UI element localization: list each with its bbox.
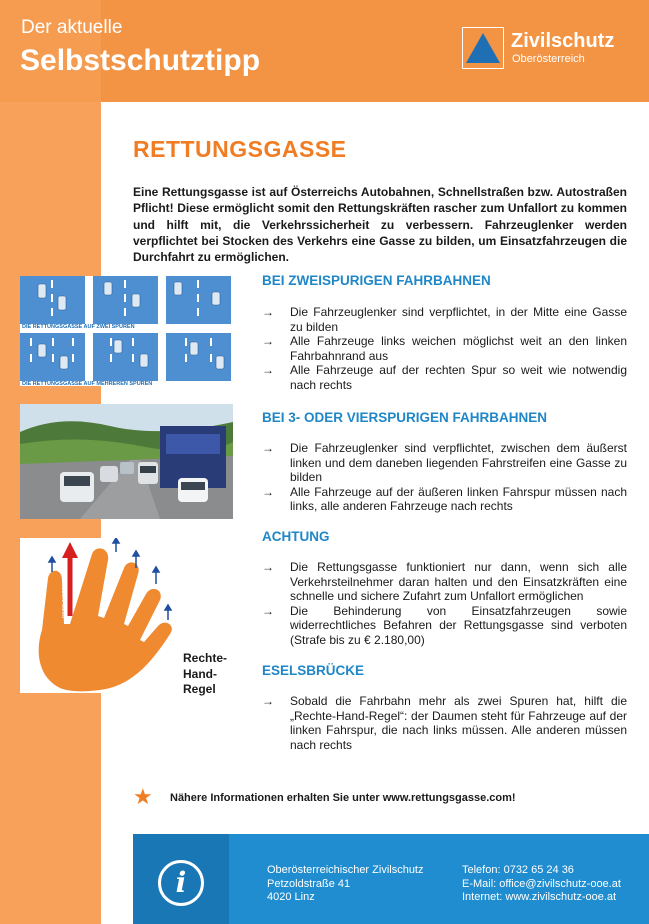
footer-email[interactable]: E-Mail: office@zivilschutz-ooe.at: [462, 877, 621, 890]
footer-phone: Telefon: 0732 65 24 36: [462, 864, 574, 876]
arrow-icon: →: [262, 603, 274, 618]
traffic-jam-scene: [20, 404, 233, 519]
list-item: → Alle Fahrzeuge links weichen möglichst weit an den linken Fahrbahnrand aus: [262, 334, 627, 363]
list-two-lanes: [262, 305, 627, 393]
star-icon: ★: [133, 784, 153, 809]
lanes-caption-bottom: DIE RETTUNGSGASSE AUF MEHREREN SPUREN: [22, 381, 153, 387]
list-item: → Die Fahrzeuglenker sind verpflichtet, in der Mitte eine Gasse zu bilden: [262, 305, 627, 334]
intro-paragraph: Eine Rettungsgasse ist auf Österreichs Autobahnen, Schnellstraßen bzw. Autostraßen Pflicht! Diese ermöglicht somit den Rettungskräften rascher zum Unfallort zu kommen und hilft mit, die Verkehrssicherheit zu verbessern. Fahrzeuglenker werden verpflichtet bei Stocken des Verkehrs eine Gasse zu bilden, um Einsatzfahrzeugen die Durchfahrt zu ermöglichen.: [133, 185, 627, 265]
list-eselsbruecke: [262, 694, 627, 752]
list-multi-lanes: [262, 441, 627, 514]
zivilschutz-triangle-icon: [463, 29, 503, 67]
right-hand-rule-illustration: [20, 538, 182, 693]
section-heading-two-lanes: BEI ZWEISPURIGEN FAHRBAHNEN: [262, 273, 491, 288]
arrow-icon: →: [262, 694, 274, 708]
hand-arrow-label: RETTUNGSGASSE: [62, 573, 68, 618]
logo-name: Zivilschutz: [511, 30, 615, 52]
lanes-caption-top: DIE RETTUNGSGASSE AUF ZWEI SPUREN: [22, 324, 135, 330]
hand-rule-caption: Rechte- Hand- Regel: [183, 651, 228, 696]
arrow-icon: →: [262, 560, 274, 574]
footer-city: 4020 Linz: [267, 891, 315, 903]
arrow-icon: →: [262, 305, 274, 319]
traffic-jam-photo: [20, 404, 233, 519]
list-item: → Alle Fahrzeuge auf der rechten Spur so weit wie notwendig nach rechts: [262, 363, 627, 392]
arrow-icon: →: [262, 363, 274, 378]
footer-org: Oberösterreichischer Zivilschutz: [267, 864, 424, 876]
footer-address: [267, 864, 424, 905]
lane-markings: [20, 276, 232, 386]
list-item: → Die Behinderung von Einsatzfahrzeugen sowie widerrechtliches Befahren der Rettungsgasse sind verboten (Strafe bis zu € 2.180,00): [262, 603, 627, 647]
footer-street: Petzoldstraße 41: [267, 877, 351, 890]
info-icon: i: [158, 860, 204, 906]
list-item: → Die Fahrzeuglenker sind verpflichtet, zwischen dem äußerst linken und dem daneben liegenden Fahrstreifen eine Gasse zu bilden: [262, 441, 627, 485]
list-item: → Alle Fahrzeuge auf der äußeren linken Fahrspur müssen nach links, alle anderen Fahrzeuge nach rechts: [262, 484, 627, 514]
arrow-icon: →: [262, 334, 274, 349]
arrow-icon: →: [262, 441, 274, 455]
lanes-illustration: [20, 276, 232, 386]
footer-website[interactable]: Internet: www.zivilschutz-ooe.at: [462, 891, 617, 903]
list-item: → Sobald die Fahrbahn mehr als zwei Spuren hat, hilft die „Rechte-Hand-Regel“: der Daumen steht für Fahrzeuge auf der linken Fahrspur, die nach links müssen. Alle anderen müssen nach rechts: [262, 694, 627, 752]
list-item: → Die Rettungsgasse funktioniert nur dann, wenn sich alle Verkehrsteilnehmer daran halten und den Einsatzkräften eine schnelle und sichere Zufahrt zum Unfallort ermöglichen: [262, 560, 627, 604]
list-achtung: [262, 560, 627, 648]
hand-icon: [20, 538, 182, 693]
section-heading-multi-lanes: BEI 3- ODER VIERSPURIGEN FAHRBAHNEN: [262, 410, 548, 425]
section-heading-achtung: ACHTUNG: [262, 529, 330, 544]
arrow-icon: →: [262, 484, 274, 499]
header-title: Selbstschutztipp: [20, 44, 261, 77]
header-subtitle: Der aktuelle: [21, 17, 123, 38]
page-title: RETTUNGSGASSE: [133, 136, 347, 162]
logo-region: Oberösterreich: [512, 53, 585, 65]
info-note: Nähere Informationen erhalten Sie unter www.rettungsgasse.com!: [170, 792, 516, 804]
footer-contact: [462, 864, 621, 905]
section-heading-eselsbruecke: ESELSBRÜCKE: [262, 663, 365, 678]
